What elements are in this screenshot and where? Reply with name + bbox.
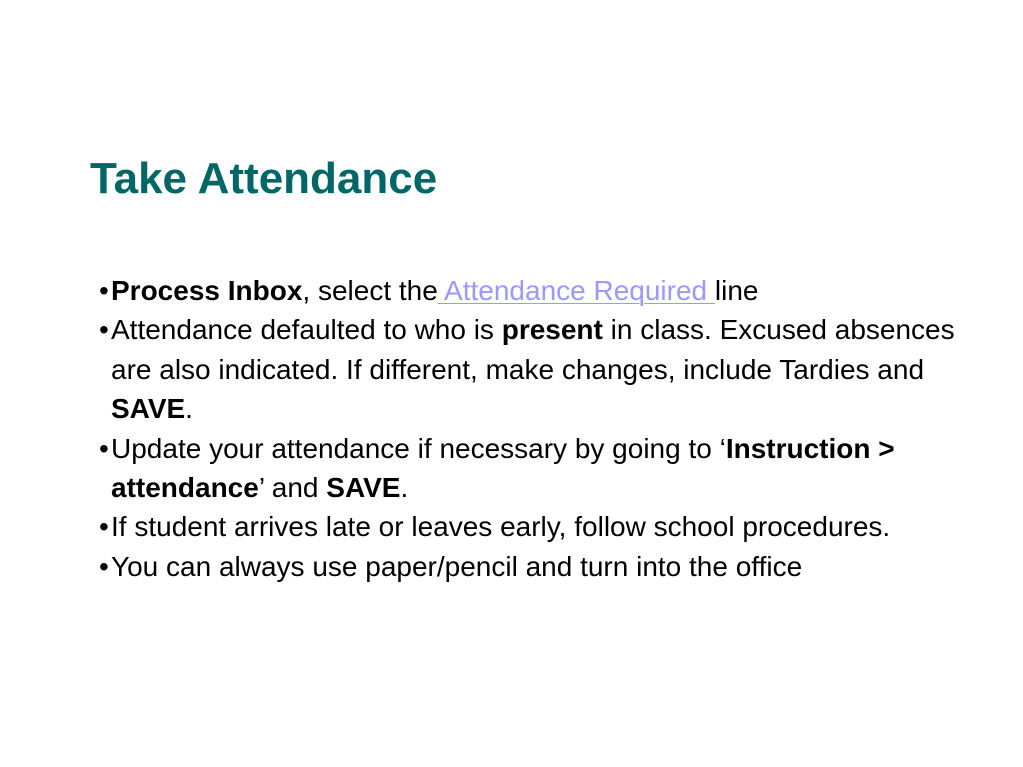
bullet-text: If student arrives late or leaves early, follow school procedures. [111,511,891,543]
process-inbox-label: Process Inbox [111,275,303,306]
save-label: SAVE [326,472,401,504]
bullet-dot-icon: • [99,432,109,464]
attendance-required-link[interactable]: Attendance Required [437,275,715,306]
bullet-list [99,271,999,586]
bullet-text: in class. Excused absences are also indicated. If different, make changes, include Tardies and [111,314,955,385]
instruction-attendance-path: Instruction > attendance [111,432,895,504]
bullet-text: Update your attendance if necessary by going to ‘ [111,432,726,464]
bullet-text: . [185,393,193,425]
bullet-text: . [400,472,409,504]
bullet-item-late-early [99,507,999,546]
bullet-dot-icon: • [99,511,109,543]
bullet-item-attendance-defaulted [99,310,999,428]
bullet-text: Attendance defaulted to who is [111,314,502,346]
save-label: SAVE [111,393,186,425]
bullet-item-process-inbox [99,271,999,310]
bullet-dot-icon: • [99,275,109,306]
bullet-dot-icon: • [99,550,109,582]
present-label: present [501,314,603,346]
slide-title: Take Attendance [90,154,438,203]
bullet-text: ’ and [258,472,327,504]
bullet-text: line [714,275,759,306]
bullet-dot-icon: • [99,314,109,346]
bullet-item-paper-pencil [99,547,999,586]
bullet-text: You can always use paper/pencil and turn into the office [111,550,803,582]
bullet-item-update-attendance [99,429,999,508]
bullet-text: , select the [302,275,438,306]
